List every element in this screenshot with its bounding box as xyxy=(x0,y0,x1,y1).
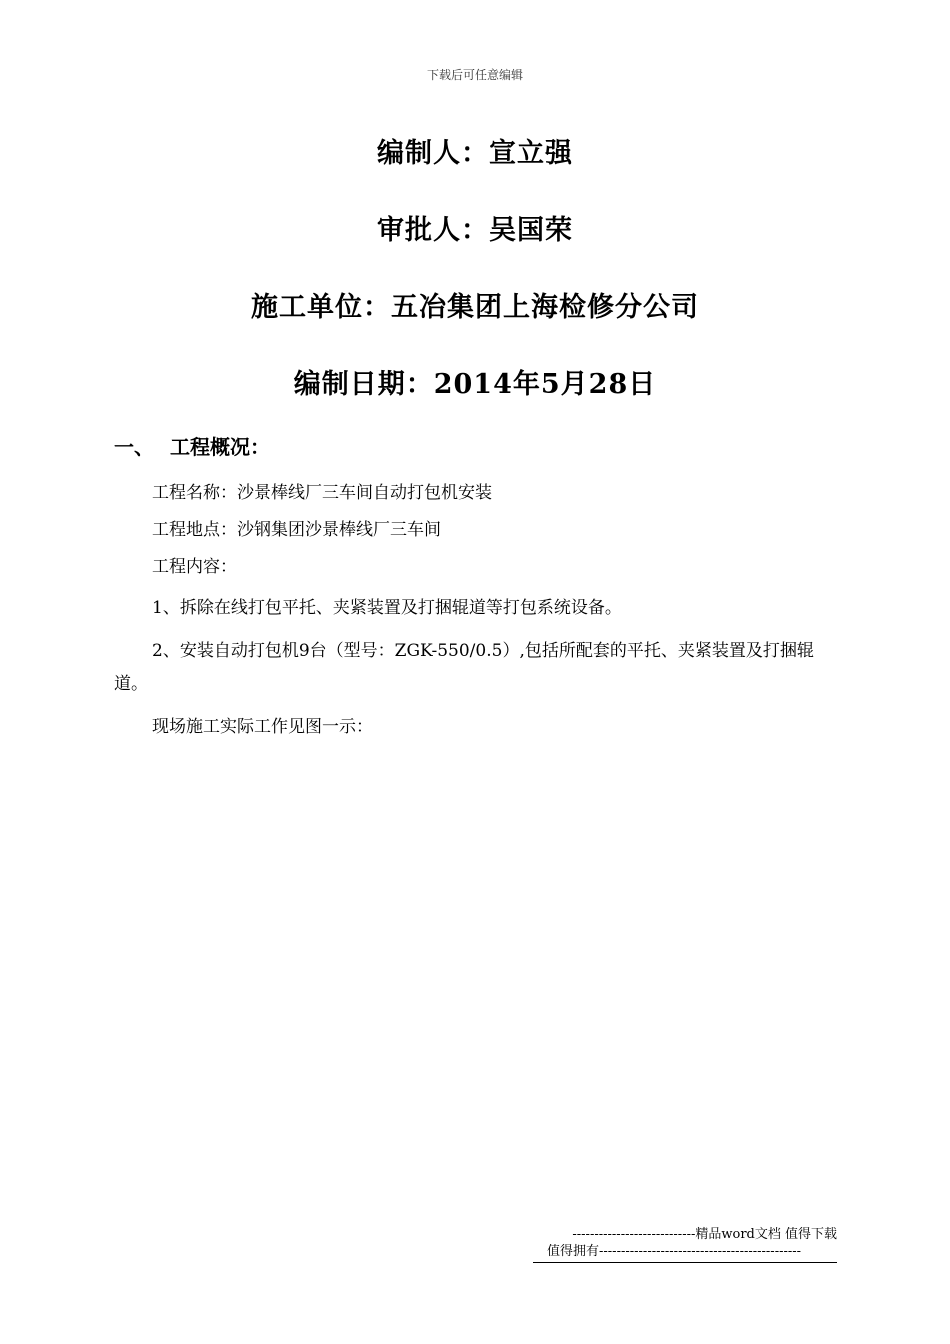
project-location-paragraph: 工程地点：沙钢集团沙景棒线厂三车间 xyxy=(152,520,441,540)
approver-line: 审批人：吴国荣 xyxy=(377,215,573,246)
contractor-line: 施工单位：五冶集团上海检修分公司 xyxy=(251,292,699,323)
section-title: 工程概况： xyxy=(170,435,270,459)
content-item-2: 2、安装自动打包机9台（型号：ZGK-550/0.5）,包括所配套的平托、夹紧装置及打捆辊道。 xyxy=(114,641,814,694)
content-item-1: 1、拆除在线打包平托、夹紧装置及打捆辊道等打包系统设备。 xyxy=(152,598,622,618)
section-number: 一、 xyxy=(114,435,154,459)
project-name-paragraph: 工程名称：沙景棒线厂三车间自动打包机安装 xyxy=(152,483,492,503)
compiler-line: 编制人：宣立强 xyxy=(377,138,573,169)
footer-line-2: 值得拥有---------------------------------------------- xyxy=(547,1244,802,1259)
section-heading xyxy=(114,431,270,460)
header-note: 下载后可任意编辑 xyxy=(426,68,523,82)
footer-line-1: ----------------------------精品word文档 值得下载 xyxy=(572,1227,837,1242)
footer-note xyxy=(533,1226,837,1263)
project-content-label: 工程内容： xyxy=(152,557,237,577)
compile-date-line: 编制日期：2014年5月28日 xyxy=(293,369,657,400)
site-figure-reference: 现场施工实际工作见图一示： xyxy=(152,717,373,737)
